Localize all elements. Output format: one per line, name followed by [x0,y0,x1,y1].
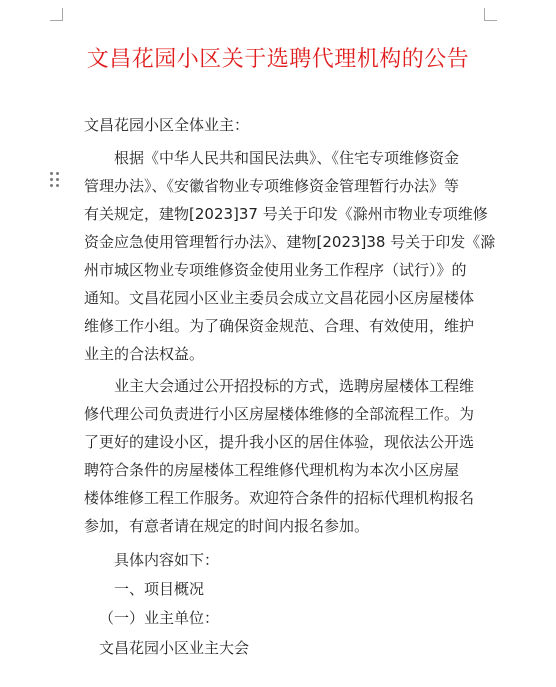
paragraph-line: 维修工作小组。为了确保资金规范、合理、有效使用，维护 [84,317,475,335]
paragraph-line: 有关规定，建物[2023]37 号关于印发《滁州市物业专项维修 [84,205,488,223]
subsection-heading-owner-unit: （一）业主单位： [99,609,220,627]
salutation: 文昌花园小区全体业主： [84,116,250,134]
paragraph-line: 州市城区物业专项维修资金使用业务工作程序（试行）》的 [84,261,467,279]
paragraph-line: 资金应急使用管理暂行办法》、建物[2023]38 号关于印发《滁 [84,233,496,251]
details-intro: 具体内容如下： [114,551,220,569]
paragraph-line: 管理办法》、《安徽省物业专项维修资金管理暂行办法》等 [84,177,460,195]
paragraph-line: 修代理公司负责进行小区房屋楼体维修的全部流程工作。为 [84,405,475,423]
paragraph-line: 通知。文昌花园小区业主委员会成立文昌花园小区房屋楼体 [84,289,475,307]
drag-handle-icon[interactable] [50,172,60,188]
section-heading-project-overview: 一、项目概况 [114,580,205,598]
owner-unit-name: 文昌花园小区业主大会 [99,639,250,657]
paragraph-line: 业主大会通过公开招投标的方式，选聘房屋楼体工程维 [114,377,475,395]
paragraph-line: 参加，有意者请在规定的时间内报名参加。 [84,517,370,535]
paragraph-line: 业主的合法权益。 [84,345,205,363]
page-corner-mark-right [484,8,497,21]
paragraph-line: 根据《中华人民共和国民法典》、《住宅专项维修资金 [114,149,460,167]
document-title: 文昌花园小区关于选聘代理机构的公告 [86,47,470,72]
paragraph-legal-basis [84,144,496,368]
paragraph-tender-purpose [84,372,478,540]
paragraph-line: 聘符合条件的房屋楼体工程维修代理机构为本次小区房屋 [84,461,460,479]
paragraph-line: 楼体维修工程工作服务。欢迎符合条件的招标代理机构报名 [84,489,475,507]
paragraph-line: 了更好的建设小区，提升我小区的居住体验，现依法公开选 [84,433,475,451]
page-corner-mark-left [50,8,63,21]
